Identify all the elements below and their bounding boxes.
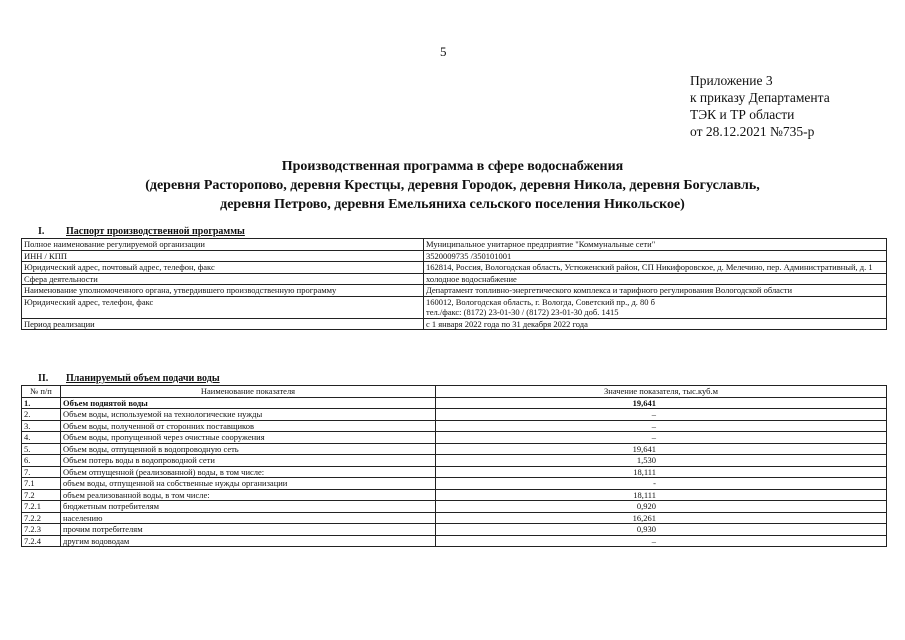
passport-key: Полное наименование регулируемой организации <box>22 239 424 251</box>
row-name: объем реализованной воды, в том числе: <box>61 489 436 501</box>
row-num: 5. <box>22 443 61 455</box>
row-name: населению <box>61 512 436 524</box>
row-num: 7.2.1 <box>22 501 61 513</box>
passport-value <box>424 239 887 251</box>
row-name: Объем воды, используемой на технологические нужды <box>61 409 436 421</box>
passport-row <box>22 273 887 285</box>
passport-key: Юридический адрес, почтовый адрес, телефон, факс <box>22 262 424 274</box>
row-name: Объем потерь воды в водопроводной сети <box>61 455 436 467</box>
table-row <box>22 455 887 467</box>
section2-title: Планируемый объем подачи воды <box>66 373 220 384</box>
table-row <box>22 443 887 455</box>
row-name: Объем воды, пропущенной через очистные сооружения <box>61 432 436 444</box>
title-line: Производственная программа в сфере водоснабжения <box>281 159 624 174</box>
passport-key: Наименование уполномоченного органа, утвердившего производственную программу <box>22 285 424 297</box>
passport-row <box>22 318 887 330</box>
row-value: – <box>436 432 887 444</box>
row-num: 7.2.2 <box>22 512 61 524</box>
passport-value <box>424 273 887 285</box>
row-num: 3. <box>22 420 61 432</box>
row-value: 19,641 <box>436 397 887 409</box>
appendix-line: ТЭК и ТР области <box>690 107 795 122</box>
passport-value-text: с 1 января 2022 года по 31 декабря 2022 года <box>426 318 588 329</box>
passport-key: Юридический адрес, телефон, факс <box>22 296 424 318</box>
header-num: № п/п <box>22 386 61 398</box>
passport-row <box>22 262 887 274</box>
row-num: 7.2.3 <box>22 524 61 536</box>
row-name: прочим потребителям <box>61 524 436 536</box>
passport-table <box>21 238 887 330</box>
row-name: Объем поднятой воды <box>61 397 436 409</box>
passport-value <box>424 250 887 262</box>
passport-row <box>22 250 887 262</box>
row-num: 7. <box>22 466 61 478</box>
table-row <box>22 524 887 536</box>
row-num: 7.2 <box>22 489 61 501</box>
row-num: 7.1 <box>22 478 61 490</box>
passport-value-text: Департамент топливно-энергетического комплекса и тарифного регулирования Вологодской области <box>426 285 792 295</box>
water-volume-table <box>21 385 887 547</box>
row-value: 0,930 <box>436 524 887 536</box>
passport-value-text: 162814, Россия, Вологодская область, Устюженский район, СП Никифоровское, д. Мелечино, пер. Административный, д. 1 <box>426 262 873 272</box>
document-title <box>60 157 845 214</box>
row-value: 18,111 <box>436 489 887 501</box>
row-value: - <box>436 478 887 490</box>
header-name: Наименование показателя <box>61 386 436 398</box>
passport-row <box>22 239 887 251</box>
passport-value <box>424 262 887 274</box>
passport-key: ИНН / КПП <box>22 250 424 262</box>
row-num: 2. <box>22 409 61 421</box>
table-row <box>22 535 887 547</box>
row-value: 16,261 <box>436 512 887 524</box>
section1-number: I. <box>38 226 45 237</box>
row-value: 1,530 <box>436 455 887 467</box>
table-row <box>22 432 887 444</box>
passport-value <box>424 285 887 297</box>
table-row <box>22 512 887 524</box>
row-value: – <box>436 420 887 432</box>
section2-heading <box>38 373 220 384</box>
table-row <box>22 501 887 513</box>
table-row <box>22 466 887 478</box>
row-name: другим водоводам <box>61 535 436 547</box>
row-value: 18,111 <box>436 466 887 478</box>
title-line: деревня Петрово, деревня Емельяниха сельского поселения Никольское) <box>220 197 685 212</box>
passport-row <box>22 296 887 318</box>
appendix-line: Приложение 3 <box>690 73 773 88</box>
row-name: Объем воды, полученной от сторонних поставщиков <box>61 420 436 432</box>
passport-value <box>424 296 887 318</box>
row-value: 0,920 <box>436 501 887 513</box>
page-number: 5 <box>440 44 447 59</box>
appendix-line: к приказу Департамента <box>690 90 830 105</box>
section1-title: Паспорт производственной программы <box>66 226 245 237</box>
passport-key: Период реализации <box>22 318 424 330</box>
passport-value-text: Муниципальное унитарное предприятие "Коммунальные сети" <box>426 239 656 249</box>
appendix-block <box>690 72 830 140</box>
title-line: (деревня Расторопово, деревня Крестцы, деревня Городок, деревня Никола, деревня Богуславль, <box>145 178 760 193</box>
section1-heading <box>38 226 245 237</box>
row-name: Объем отпущенной (реализованной) воды, в том числе: <box>61 466 436 478</box>
row-num: 6. <box>22 455 61 467</box>
row-value: – <box>436 535 887 547</box>
appendix-date-line: от 28.12.2021 №735-р <box>690 124 815 139</box>
table-row <box>22 478 887 490</box>
row-name: бюджетным потребителям <box>61 501 436 513</box>
table-row <box>22 409 887 421</box>
table-row <box>22 420 887 432</box>
row-num: 7.2.4 <box>22 535 61 547</box>
row-name: объем воды, отпущенной на собственные нужды организации <box>61 478 436 490</box>
passport-key: Сфера деятельности <box>22 273 424 285</box>
row-num: 1. <box>22 397 61 409</box>
header-value: Значение показателя, тыс.куб.м <box>436 386 887 398</box>
passport-value-text: тел./факс: (8172) 23-01-30 / (8172) 23-01-30 доб. 1415 <box>426 307 619 317</box>
row-name: Объем воды, отпущенной в водопроводную сеть <box>61 443 436 455</box>
passport-value-text: 3520009735 /350101001 <box>426 250 512 261</box>
row-num: 4. <box>22 432 61 444</box>
row-value: 19,641 <box>436 443 887 455</box>
table-row <box>22 397 887 409</box>
passport-value-text: холодное водоснабжение <box>426 273 517 284</box>
passport-row <box>22 285 887 297</box>
table-header-row <box>22 386 887 398</box>
section2-number: II. <box>38 373 49 384</box>
passport-value-text: 160012, Вологодская область, г. Вологда, Советский пр., д. 80 б <box>426 296 656 307</box>
table-row <box>22 489 887 501</box>
passport-value <box>424 318 887 330</box>
row-value: – <box>436 409 887 421</box>
